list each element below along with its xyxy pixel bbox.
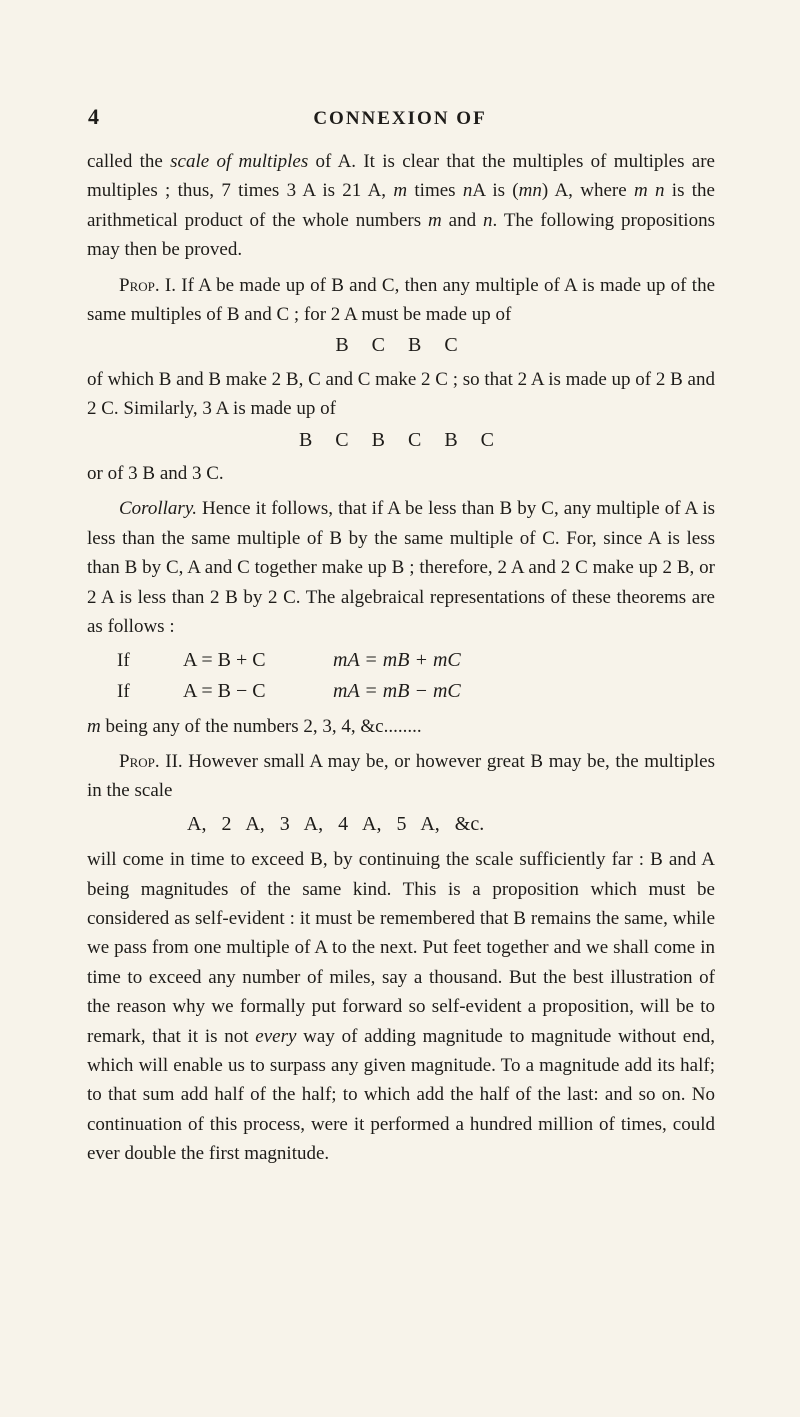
text-run: of A. It is clear that the multiples of multiples are multiples ; thus, 7 times 3 A is 21 A, — [87, 151, 715, 202]
display-line-scale: A, 2 A, 3 A, 4 A, 5 A, &c. — [187, 812, 485, 835]
italic-term: every — [255, 1025, 297, 1047]
italic-variable: n — [483, 209, 493, 231]
paragraph-m-being — [87, 712, 715, 741]
proposition-label: Prop. II. — [119, 750, 183, 772]
paragraph-corollary — [87, 494, 715, 641]
italic-variable: m — [393, 180, 408, 202]
paragraph-made-up: of which B and B make 2 B, C and C make 2 C ; so that 2 A is made up of 2 B and 2 C. Similarly, 3 A is made up of — [87, 368, 715, 420]
equation-table — [87, 646, 461, 708]
equation-row — [87, 646, 461, 677]
page-header — [0, 104, 800, 134]
italic-variable: m — [87, 715, 101, 737]
equation-row — [87, 677, 461, 708]
text-run: way of adding magnitude to magnitude without end, which will enable us to surpass any given magnitude. To a magnitude add its half; to that sum add half of the half; to which add the half of the last: and so on. No continuation of this process, were it performed a hundred million of times, could ever double the first magnitude. — [87, 1025, 715, 1165]
italic-term: scale of multiples — [170, 151, 309, 172]
corollary-label: Corollary. — [119, 498, 197, 520]
equation-right — [333, 646, 461, 677]
equation-right — [333, 677, 461, 708]
italic-variable: m — [428, 209, 442, 231]
equation-right-text: mA = mB + mC — [333, 648, 461, 671]
paragraph-or-of: or of 3 B and 3 C. — [87, 463, 224, 485]
text-run: and — [441, 209, 484, 231]
text-run: A is ( — [472, 180, 519, 202]
equation-left: A = B − C — [183, 679, 266, 702]
italic-variable: m n — [633, 180, 665, 202]
equation-right-text: mA = mB − mC — [333, 679, 461, 702]
paragraph-exceed — [87, 845, 715, 1168]
page-number: 4 — [88, 104, 99, 129]
equation-left: A = B + C — [183, 648, 266, 671]
text-run: Hence it follows, that if A be less than B by C, any multiple of A is less than the same multiple of B by the same multiple of C. For, since A is less than B by C, A and C together make up B ; therefore, 2 A and 2 C make up 2 B, or 2 A is less than 2 B by 2 C. The algebraical representations of these theorems are as follows : — [87, 498, 715, 638]
text-run: If A be made up of B and C, then any multiple of A is made up of the same multiples of B and C ; for 2 A must be made up of — [87, 274, 715, 326]
running-head: CONNEXION OF — [313, 108, 487, 129]
paragraph-scale-of-multiples — [87, 147, 715, 265]
display-line-bc-bc-bc: B C B C B C — [298, 428, 504, 451]
text-run: times — [407, 180, 463, 202]
text-run: is the arithmetical product of the whole numbers — [87, 180, 715, 231]
italic-variable: n — [462, 180, 473, 202]
text-run: called the — [87, 151, 171, 172]
text-run: will come in time to exceed B, by continuing the scale sufficiently far : B and A being magnitudes of the same kind. This is a proposition which must be considered as self-evident : it must be remembered that B remains the same, while we pass from one multiple of A to the next. Put feet together and we shall come in time to exceed any number of miles, say a thousand. But the best illustration of the reason why we formally put forward so self-evident a proposition, will be to remark, that it is not — [87, 849, 715, 1047]
italic-variable: mn — [518, 180, 542, 202]
text-run: However small A may be, or however great B may be, the multiples in the scale — [87, 750, 715, 802]
equation-if: If — [117, 680, 130, 702]
display-line-bc-bc: B C B C — [335, 334, 467, 357]
equation-if: If — [117, 649, 130, 671]
proposition-label: Prop. I. — [119, 274, 176, 296]
page-body — [87, 147, 715, 1169]
text-run: . The following propositions may then be proved. — [87, 209, 715, 261]
paragraph-prop-2 — [87, 747, 715, 806]
paragraph-prop-1 — [87, 271, 715, 330]
text-run: ) A, where — [541, 180, 634, 202]
text-run: being any of the numbers 2, 3, 4, &c........ — [100, 715, 422, 737]
